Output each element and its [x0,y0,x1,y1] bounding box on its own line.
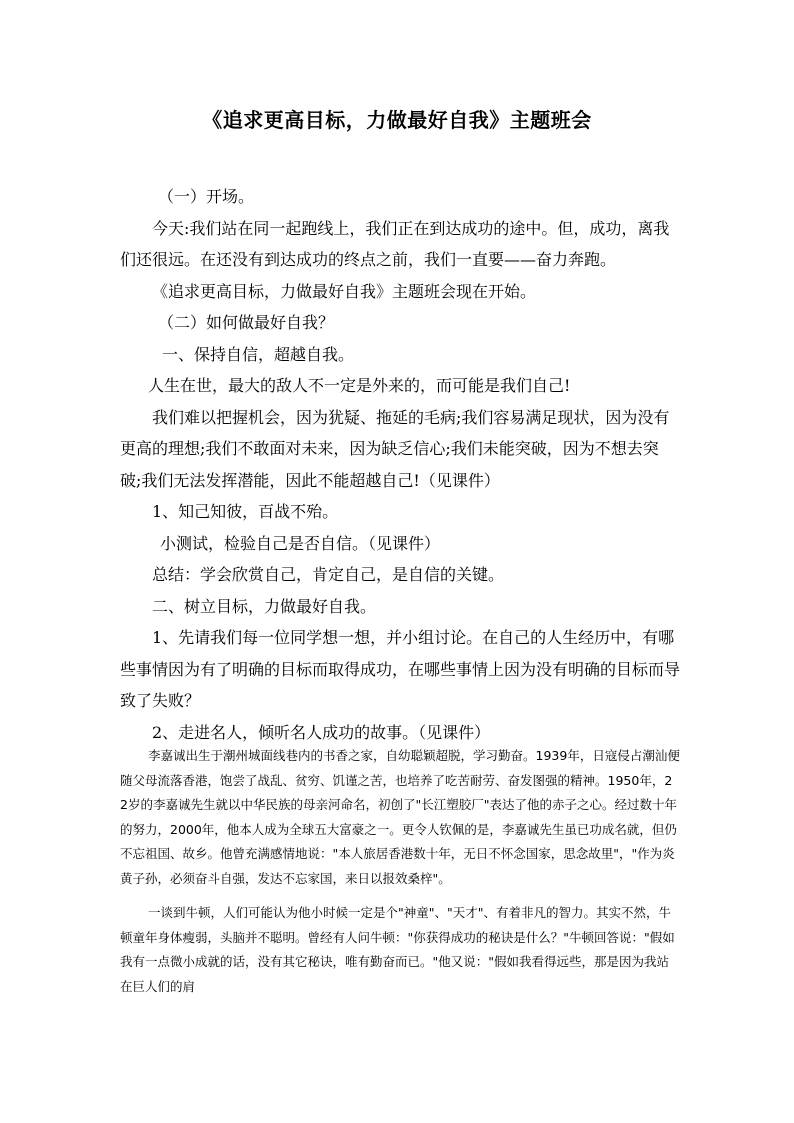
obstacles-paragraph: 我们难以把握机会，因为犹疑、拖延的毛病;我们容易满足现状，因为没有更高的理想;我们不敢面对未来，因为缺乏信心;我们未能突破，因为不想去突破;我们无法发挥潜能，因此不能超越自己!（见课件） [120,407,670,490]
stories-block [120,744,680,999]
meeting-start-line: 《追求更高目标，力做最好自我》主题班会现在开始。 [152,281,537,301]
point-one-heading: 一、保持自信，超越自我。 [162,344,355,364]
opening-paragraph: 今天:我们站在同一起跑线上，我们正在到达成功的途中。但，成功，离我们还很远。在还没有到达成功的终点之前，我们一直要——奋力奔跑。 [120,218,670,269]
section-opening-heading: （一）开场。 [158,187,255,206]
know-yourself-item: 1、知己知彼，百战不殆。 [152,502,339,521]
story-newton: 一谈到牛顿，人们可能认为他小时候一定是个"神童"、"天才"、有着非凡的智力。其实不然，牛顿童年身体瘦弱，头脑并不聪明。曾经有人问牛顿："你获得成功的秘诀是什么？"牛顿回答说："假如我有一点微小成就的话，没有其它秘诀，唯有勤奋而已。"他又说："假如我看得远些，那是因为我站在巨人们的肩 [120,905,675,994]
body-text [120,181,680,748]
document-title: 《追求更高目标，力做最好自我》主题班会 [202,108,592,132]
summary-line: 总结：学会欣赏自己，肯定自己，是自信的关键。 [152,565,505,584]
quiz-item: 小测试，检验自己是否自信。（见课件） [160,533,441,553]
discussion-paragraph: 1、先请我们每一位同学想一想，并小组讨论。在自己的人生经历中，有哪些事情因为有了明确的目标而取得成功，在哪些事情上因为没有明确的目标而导致了失败？ [120,628,681,710]
famous-people-item: 2、走进名人，倾听名人成功的故事。（见课件） [152,722,491,742]
point-two-heading: 二、树立目标，力做最好自我。 [152,596,377,616]
section-how-heading: （二）如何做最好自我？ [158,313,335,332]
story-li-ka-shing: 李嘉诚出生于潮州城面线巷内的书香之家，自幼聪颖超脱，学习勤奋。1939年，日寇侵占潮汕便随父母流落香港，饱尝了战乱、贫穷、饥谨之苦，也培养了吃苦耐劳、奋发图强的精神。1950年，22岁的李嘉诚先生就以中华民族的母亲河命名，初创了"长江塑胶厂"表达了他的赤子之心。经过数十年的努力，2000年，他本人成为全球五大富豪之一。更令人钦佩的是，李嘉诚先生虽已功成名就，但仍不忘祖国、故乡。他曾充满感情地说："本人旅居香港数十年，无日不怀念国家，思念故里"，"作为炎黄子孙，必须奋斗自强，发达不忘家国，来日以报效桑梓"。 [120,748,680,886]
enemy-paragraph: 人生在世，最大的敌人不一定是外来的，而可能是我们自己! [148,376,571,395]
